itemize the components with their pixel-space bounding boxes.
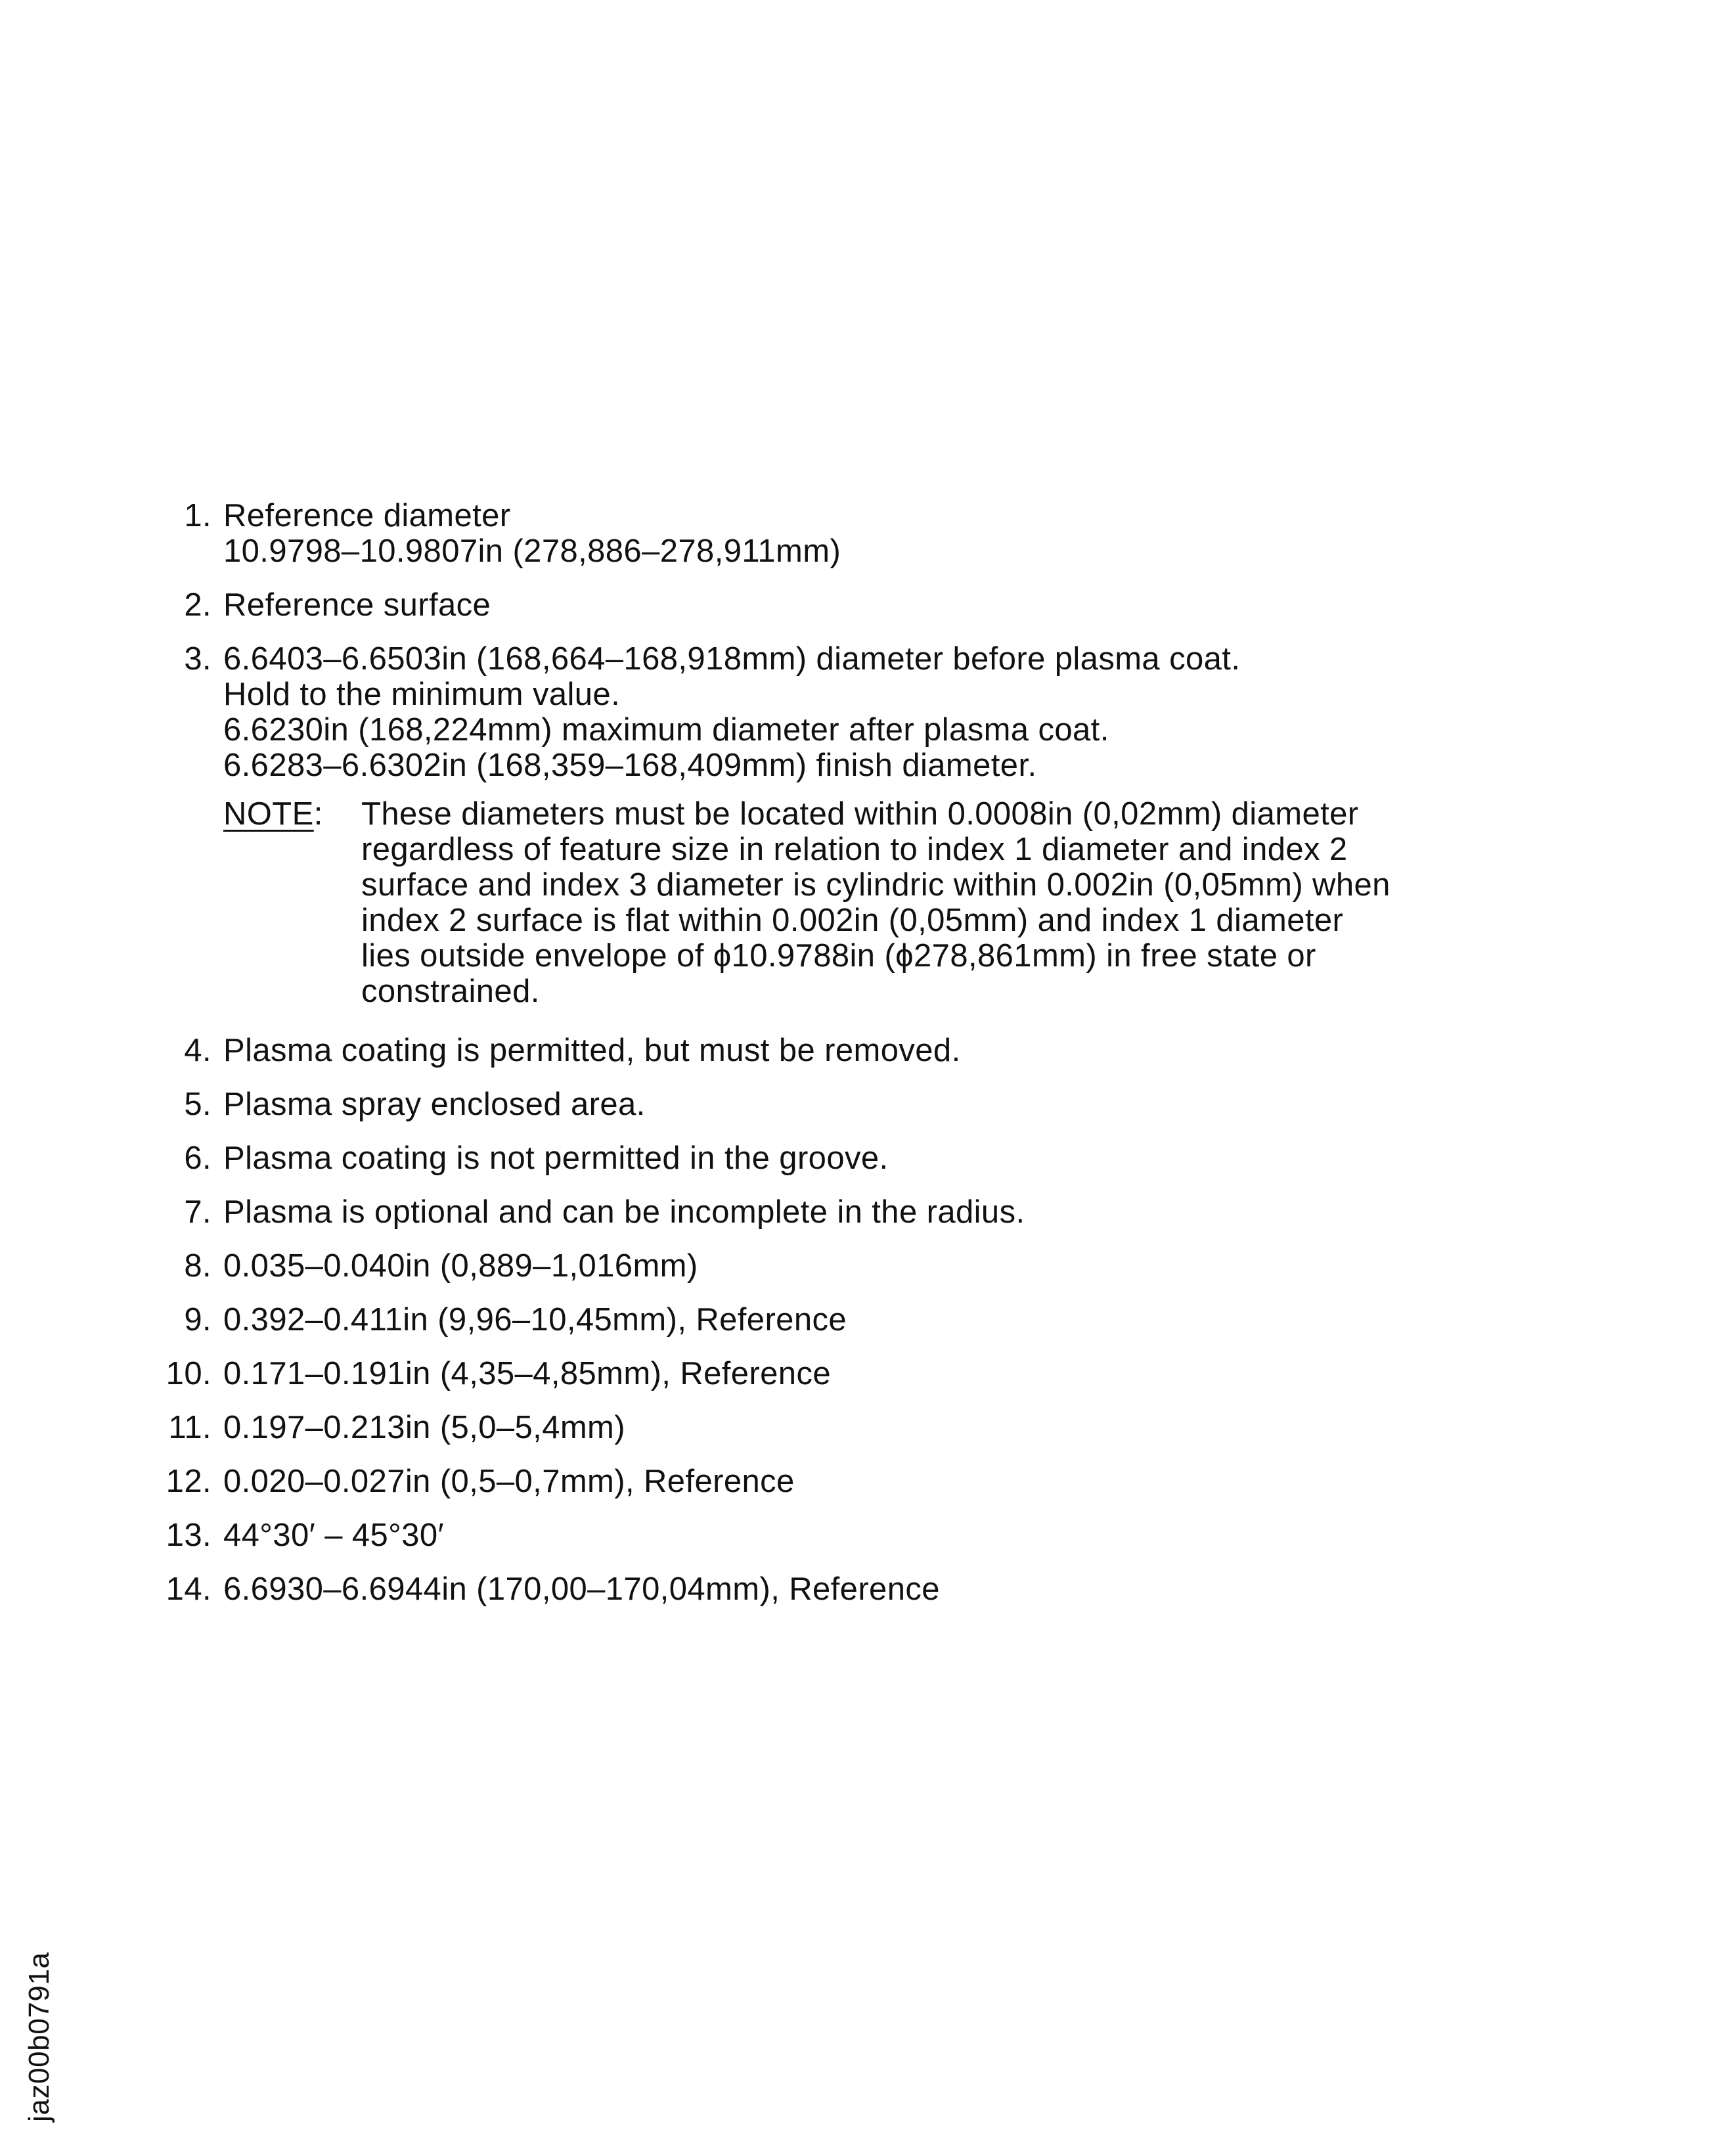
item-text: 0.171–0.191in (4,35–4,85mm), Reference [223, 1356, 832, 1391]
item-number: 12. [166, 1464, 211, 1499]
item-text: 6.6283–6.6302in (168,359–168,409mm) finish diameter. [223, 748, 1037, 783]
item-number: 13. [166, 1518, 211, 1553]
item-number: 3. [184, 641, 211, 677]
note-text: constrained. [361, 974, 540, 1009]
item-number: 1. [184, 498, 211, 533]
legend-item-11 [151, 1410, 1662, 1445]
note-label: NOTE: [223, 796, 323, 832]
note-text: surface and index 3 diameter is cylindric within 0.002in (0,05mm) when [361, 867, 1391, 903]
item-text: Plasma spray enclosed area. [223, 1087, 646, 1122]
legend-item-13 [151, 1518, 1662, 1553]
legend-item-9 [151, 1302, 1662, 1338]
item-text: Reference diameter [223, 498, 511, 533]
note-block [223, 796, 1662, 1009]
item-text: 0.197–0.213in (5,0–5,4mm) [223, 1410, 625, 1445]
item-text: Hold to the minimum value. [223, 677, 621, 712]
note-text: index 2 surface is flat within 0.002in (0,05mm) and index 1 diameter [361, 903, 1344, 938]
item-number: 2. [184, 587, 211, 623]
item-text: 0.020–0.027in (0,5–0,7mm), Reference [223, 1464, 795, 1499]
note-text: lies outside envelope of ϕ10.9788in (ϕ278,861mm) in free state or [361, 938, 1316, 974]
item-text: 6.6230in (168,224mm) maximum diameter after plasma coat. [223, 712, 1109, 748]
item-number: 7. [184, 1194, 211, 1230]
note-text: These diameters must be located within 0.0008in (0,02mm) diameter [361, 796, 1359, 832]
item-number: 10. [166, 1356, 211, 1391]
item-text: 44°30′ – 45°30′ [223, 1518, 445, 1553]
item-number: 6. [184, 1140, 211, 1176]
legend-item-14 [151, 1571, 1662, 1607]
legend-item-7 [151, 1194, 1662, 1230]
legend-item-3 [151, 641, 1662, 783]
figure-id: jaz00b0791a [23, 1952, 55, 2122]
item-text: 10.9798–10.9807in (278,886–278,911mm) [223, 533, 841, 569]
item-text: Reference surface [223, 587, 491, 623]
legend-item-1 [151, 498, 1662, 569]
legend-item-2 [151, 587, 1662, 623]
item-text: Plasma coating is permitted, but must be removed. [223, 1033, 961, 1068]
item-number: 8. [184, 1248, 211, 1284]
legend-item-12 [151, 1464, 1662, 1499]
item-number: 14. [166, 1571, 211, 1607]
legend-item-8 [151, 1248, 1662, 1284]
note-text: regardless of feature size in relation to index 1 diameter and index 2 [361, 832, 1348, 867]
item-text: 0.392–0.411in (9,96–10,45mm), Reference [223, 1302, 847, 1338]
item-number: 11. [168, 1410, 211, 1445]
item-text: 6.6403–6.6503in (168,664–168,918mm) diameter before plasma coat. [223, 641, 1241, 677]
legend-item-4 [151, 1033, 1662, 1068]
legend-list [151, 498, 1662, 1625]
item-text: 6.6930–6.6944in (170,00–170,04mm), Reference [223, 1571, 940, 1607]
item-number: 5. [184, 1087, 211, 1122]
legend-item-10 [151, 1356, 1662, 1391]
item-text: 0.035–0.040in (0,889–1,016mm) [223, 1248, 698, 1284]
item-text: Plasma is optional and can be incomplete in the radius. [223, 1194, 1025, 1230]
legend-item-6 [151, 1140, 1662, 1176]
item-number: 9. [184, 1302, 211, 1338]
item-text: Plasma coating is not permitted in the groove. [223, 1140, 889, 1176]
legend-item-5 [151, 1087, 1662, 1122]
item-number: 4. [184, 1033, 211, 1068]
